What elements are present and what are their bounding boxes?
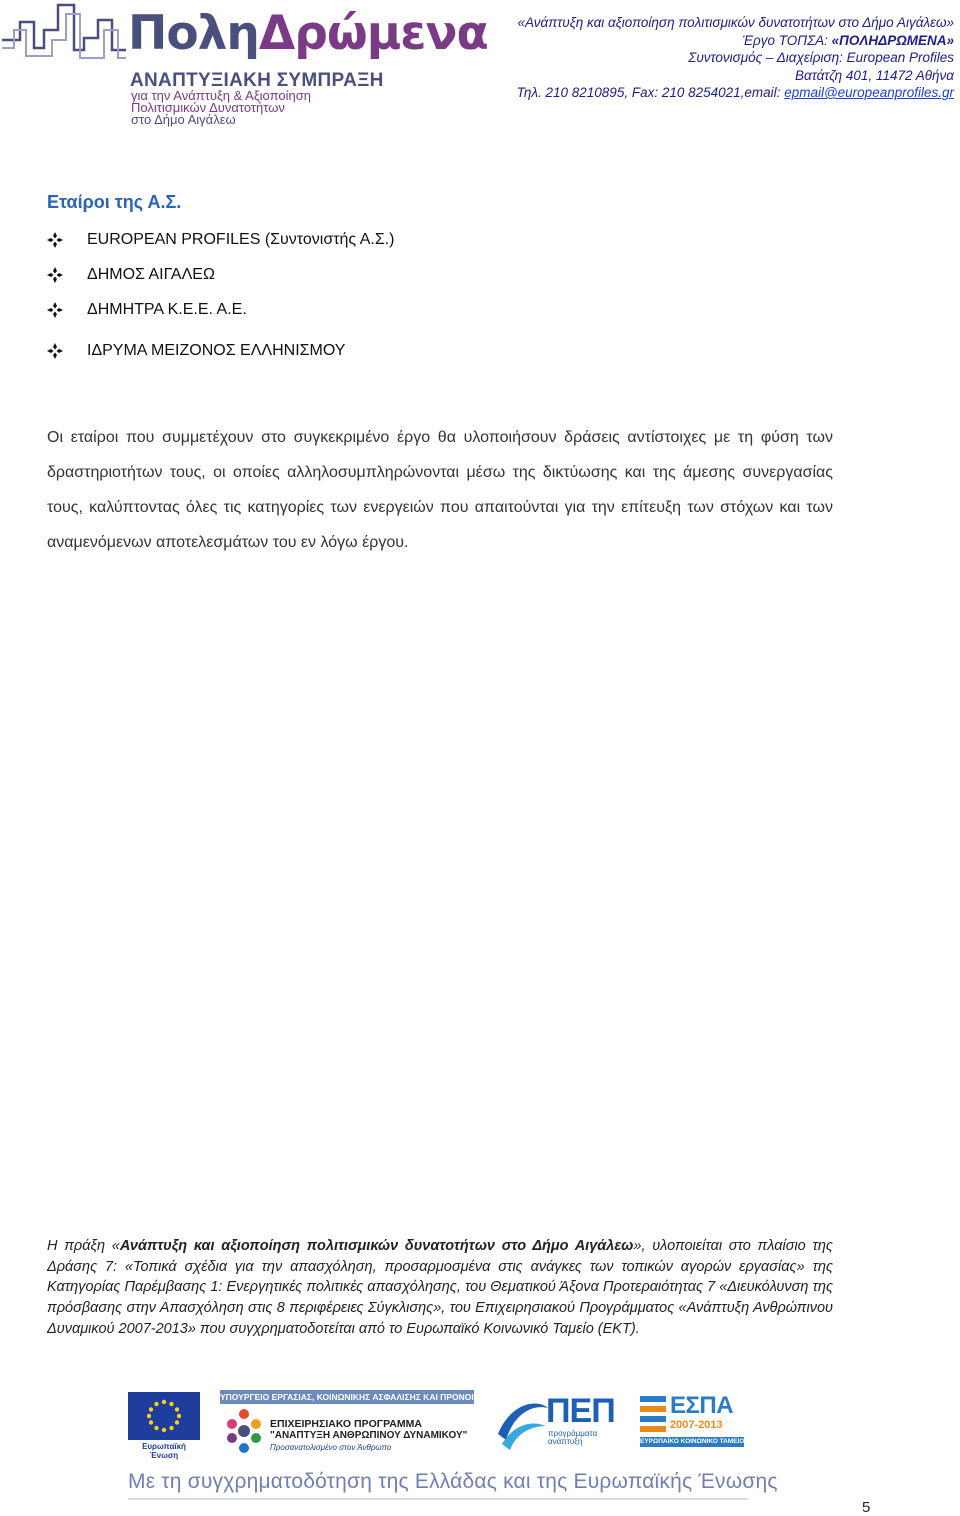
diamond-bullet-icon xyxy=(47,343,63,359)
polidromena-logo xyxy=(0,0,488,130)
project-title: «Ανάπτυξη και αξιοποίηση πολιτισμικών δυνατοτήτων στο Δήμο Αιγάλεω» xyxy=(517,15,954,30)
project-code: Έργο ΤΟΠΣΑ: «ΠΟΛΗΔΡΩΜΕΝΑ» xyxy=(742,32,954,48)
address: Βατάτζη 401, 11472 Αθήνα xyxy=(795,67,954,83)
pep-logo xyxy=(496,1392,620,1456)
espa-word: ΕΣΠΑ xyxy=(670,1392,734,1419)
espa-years: 2007-2013 xyxy=(670,1419,723,1431)
diamond-bullet-icon xyxy=(47,232,63,248)
swoosh-icon xyxy=(496,1394,550,1454)
logo-line: για την Ανάπτυξη & Αξιοποίηση xyxy=(131,88,311,103)
divider xyxy=(128,1498,748,1500)
diamond-bullet-icon xyxy=(47,267,63,283)
ministry-bar: ΥΠΟΥΡΓΕΙΟ ΕΡΓΑΣΙΑΣ, ΚΟΙΝΩΝΙΚΗΣ ΑΣΦΑΛΙΣΗΣ ΚΑΙ ΠΡΟΝΟΙΑΣ xyxy=(220,1392,485,1402)
page-number: 5 xyxy=(862,1499,871,1516)
funding-footnote: Η πράξη «Ανάπτυξη και αξιοποίηση πολιτισμικών δυνατοτήτων στο Δήμο Αιγάλεω», υλοποιείται στο πλαίσιο της Δράσης 7: «Τοπικά σχέδια για την απασχόληση, προσαρμοσμένα στις ανάγκες των τοπικών αγορών εργασίας» της Κατηγορίας Παρέμβασης 1: Ενεργητικές πολιτικές απασχόλησης, του Θεματικού Άξονα Προτεραιότητας 7 «Διευκόλυνση της πρόσβασης στην Απασχόληση στις 8 περιφέρειες Σύγκλισης», του Επιχειρησιακού Προγράμματος «Ανάπτυξη Ανθρώπινου Δυναμικού 2007-2013» που συγχρηματοδοτείται από το Ευρωπαϊκό Κοινωνικό Ταμείο (ΕΚΤ). xyxy=(47,1238,833,1337)
espa-band: ΕΥΡΩΠΑΪΚΟ ΚΟΙΝΩΝΙΚΟ ΤΑΜΕΙΟ xyxy=(640,1438,745,1445)
partners-paragraph: Οι εταίροι που συμμετέχουν στο συγκεκριμένο έργο θα υλοποιήσουν δράσεις αντίστοιχες με τη φύση των δραστηριοτήτων τους, οι οποίες αλληλοσυμπληρώνονται μέσω της δικτύωσης και της άμεσης συνεργασίας τους, καλύπτοντας όλες τις κατηγορίες των ενεργειών που απαιτούνται για την επίτευξη των στόχων και των αναμενόμενων αποτελεσμάτων του εν λόγω έργου. xyxy=(47,429,833,551)
coordination: Συντονισμός – Διαχείριση: European Profiles xyxy=(688,50,954,65)
ministry-line: ΕΠΙΧΕΙΡΗΣΙΑΚΟ ΠΡΟΓΡΑΜΜΑ xyxy=(270,1418,422,1430)
partners-heading: Εταίροι της Α.Σ. xyxy=(47,192,182,212)
eu-caption: Ευρωπαϊκή Ένωση xyxy=(142,1442,186,1460)
diamond-bullet-icon xyxy=(47,302,63,318)
logo-subtitle: ΑΝΑΠΤΥΞΙΑΚΗ ΣΥΜΠΡΑΞΗ xyxy=(130,70,384,91)
eu-flag-icon xyxy=(128,1392,200,1440)
program-emblem-icon xyxy=(222,1406,266,1454)
logo-line: Πολιτισμικών Δυνατοτήτων xyxy=(131,100,285,115)
header-info xyxy=(514,14,954,102)
logo-line: στο Δήμο Αιγάλεω xyxy=(131,112,236,127)
espa-logo xyxy=(640,1392,744,1456)
espa-stripes-icon xyxy=(640,1394,668,1434)
email-link[interactable]: epmail@europeanprofiles.gr xyxy=(784,85,954,100)
pep-word: ΠΕΠ xyxy=(546,1392,615,1430)
ministry-line: "ΑΝΑΠΤΥΞΗ ΑΝΘΡΩΠΙΝΟΥ ΔΥΝΑΜΙΚΟΥ" xyxy=(270,1430,468,1441)
pep-subtitle: προγράμματα ανάπτυξη xyxy=(548,1429,598,1446)
contact: Τηλ. 210 8210895, Fax: 210 8254021,email: epmail@europeanprofiles.gr xyxy=(516,85,954,100)
logo-title: ΠοληΔρώμενα xyxy=(128,6,488,61)
cofunding-statement: Με τη συγχρηματοδότηση της Ελλάδας και της Ευρωπαϊκής Ένωσης xyxy=(128,1470,778,1493)
eu-logo xyxy=(128,1392,200,1460)
funding-logos xyxy=(128,1390,748,1460)
ministry-line: Προσανατολισμένο στον Άνθρωπο xyxy=(270,1443,392,1452)
city-skyline-icon xyxy=(0,0,130,70)
ministry-logo xyxy=(220,1390,485,1458)
